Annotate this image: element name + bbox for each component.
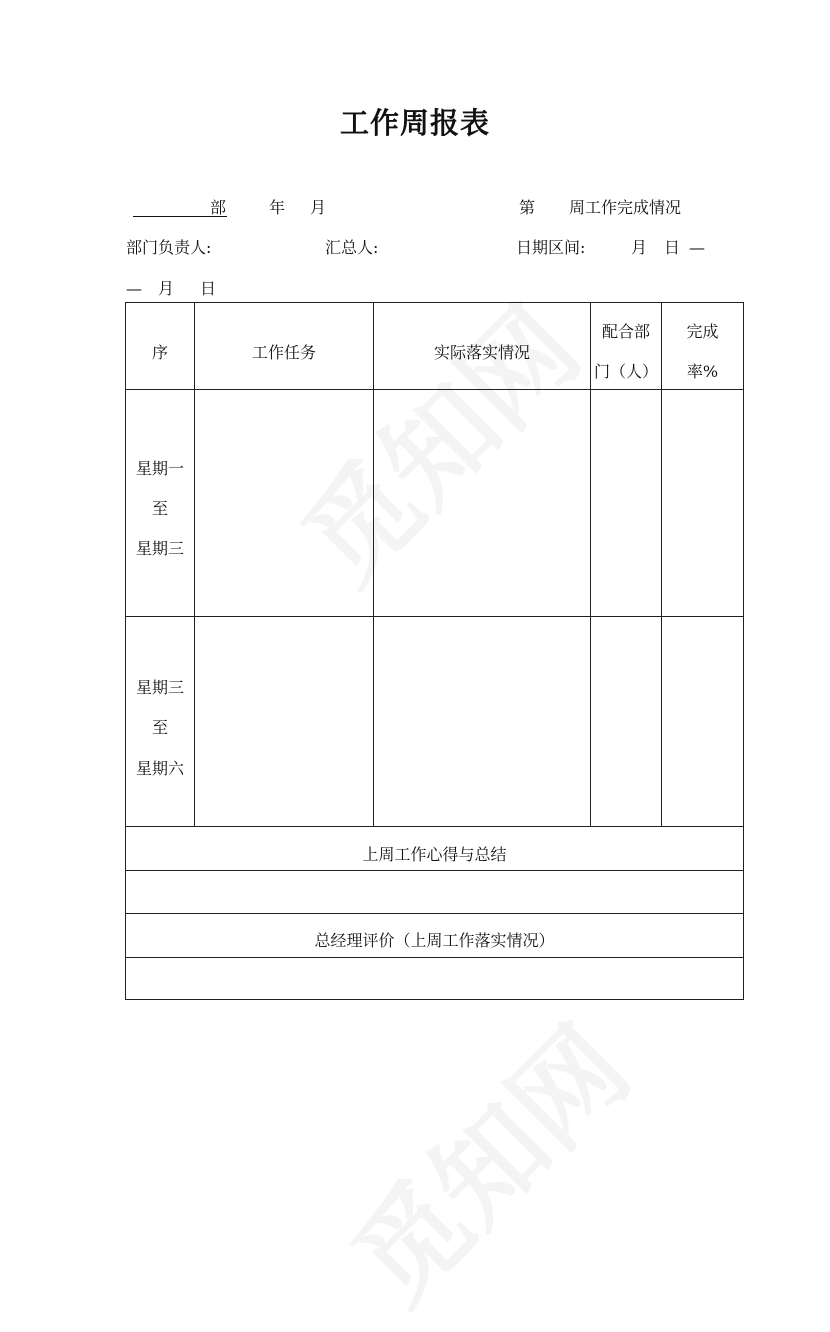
date-range-label: 日期区间: <box>516 238 586 257</box>
table-line <box>373 302 374 826</box>
row2-label-to: 至 <box>151 718 168 737</box>
table-line <box>125 913 744 914</box>
dept-head-label: 部门负责人: <box>126 238 212 257</box>
table-line <box>125 870 744 871</box>
dept-suffix: 部 <box>210 198 227 217</box>
month-label: 月 <box>310 198 327 217</box>
summary-header: 上周工作心得与总结 <box>362 845 507 864</box>
document-title: 工作周报表 <box>339 106 490 140</box>
table-line <box>125 616 744 617</box>
table-line <box>125 999 744 1000</box>
date-month-start: 月 <box>631 238 648 257</box>
table-line <box>125 826 744 827</box>
week-prefix: 第 <box>519 198 536 217</box>
date-dash: — <box>689 238 705 257</box>
watermark <box>262 266 607 611</box>
date-day-end: 日 <box>200 279 217 298</box>
date-month-end: 月 <box>158 279 175 298</box>
col-header-task: 工作任务 <box>251 343 316 362</box>
watermark-bottom <box>312 986 657 1331</box>
row1-label-to: 至 <box>151 499 168 518</box>
table-line <box>125 302 744 303</box>
row2-label-start: 星期三 <box>135 678 184 697</box>
review-header: 总经理评价（上周工作落实情况） <box>314 931 555 950</box>
table-line <box>743 302 744 1000</box>
year-label: 年 <box>269 198 286 217</box>
row2-label-end: 星期六 <box>135 759 184 778</box>
table-line <box>125 302 126 1000</box>
row1-label-start: 星期一 <box>135 459 184 478</box>
col-header-rate-line2: 率% <box>686 362 719 381</box>
col-header-coop-line1: 配合部 <box>601 322 650 341</box>
table-line <box>194 302 195 826</box>
date-dash-continued: — <box>126 279 142 298</box>
table-line <box>125 389 744 390</box>
col-header-actual: 实际落实情况 <box>433 343 530 362</box>
col-header-rate-line1: 完成 <box>686 322 719 341</box>
col-header-seq: 序 <box>151 343 168 362</box>
row1-label-end: 星期三 <box>135 539 184 558</box>
table-line <box>125 957 744 958</box>
col-header-coop-line2: 门（人） <box>593 362 658 381</box>
week-summary-label: 周工作完成情况 <box>569 198 682 217</box>
date-day-start: 日 <box>664 238 681 257</box>
summarizer-label: 汇总人: <box>325 238 379 257</box>
